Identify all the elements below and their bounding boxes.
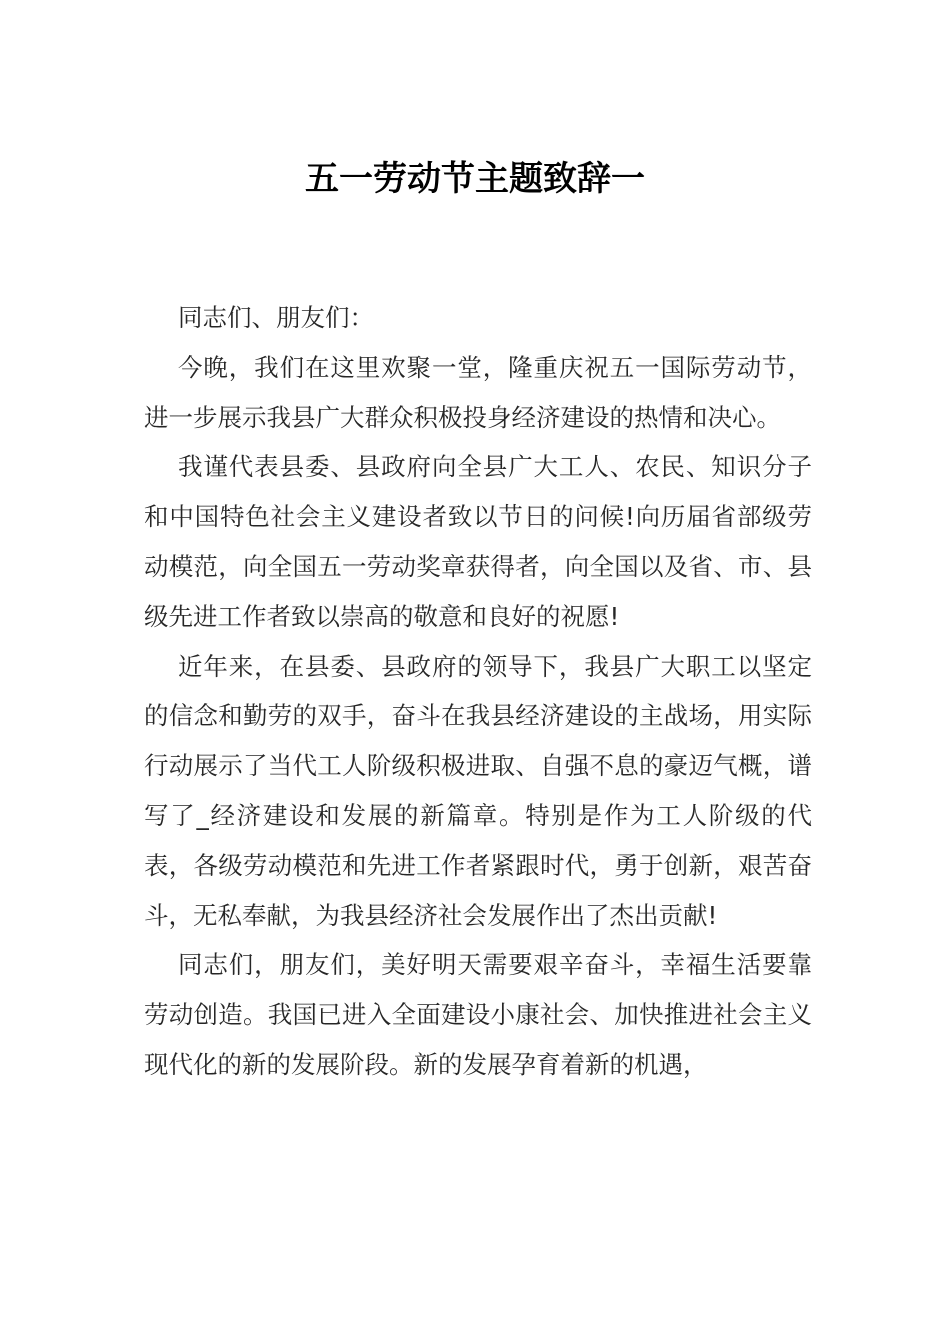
paragraph-opening: 今晚，我们在这里欢聚一堂，隆重庆祝五一国际劳动节，进一步展示我县广大群众积极投身经济建设的热情和决心。 [144, 352, 812, 432]
paragraph-outlook: 同志们，朋友们，美好明天需要艰辛奋斗，幸福生活要靠劳动创造。我国已进入全面建设小康社会、加快推进社会主义现代化的新的发展阶段。新的发展孕育着新的机遇， [144, 950, 812, 1079]
paragraph-greetings: 我谨代表县委、县政府向全县广大工人、农民、知识分子和中国特色社会主义建设者致以节日的问候!向历届省部级劳动模范，向全国五一劳动奖章获得者，向全国以及省、市、县级先进工作者致以崇高的敬意和良好的祝愿! [144, 452, 812, 631]
document-title: 五一劳动节主题致辞一 [305, 159, 645, 199]
paragraph-salutation: 同志们、朋友们： [178, 303, 374, 332]
document-body [144, 293, 812, 1090]
paragraph-achievements: 近年来，在县委、县政府的领导下，我县广大职工以坚定的信念和勤劳的双手，奋斗在我县经济建设的主战场，用实际行动展示了当代工人阶级积极进取、自强不息的豪迈气概，谱写了_经济建设和发展的新篇章。特别是作为工人阶级的代表，各级劳动模范和先进工作者紧跟时代，勇于创新，艰苦奋斗，无私奉献，为我县经济社会发展作出了杰出贡献! [144, 651, 812, 930]
